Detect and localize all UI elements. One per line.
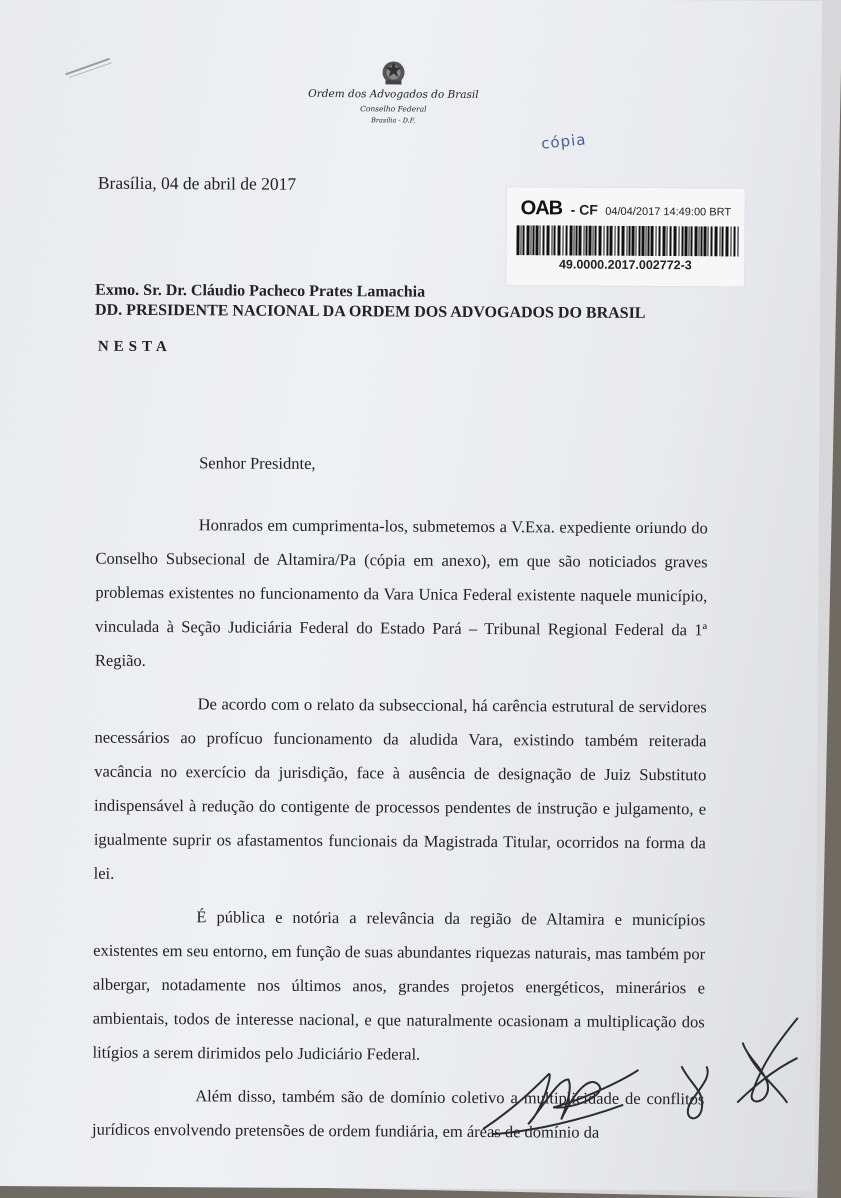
- staple-mark: [63, 54, 113, 78]
- paragraph: Além disso, também são de domínio coletivo a multiplicidade de conflitos jurídicos envolvendo pretensões de ordem fundiária, em áreas de domínio da: [92, 1086, 705, 1142]
- handwritten-copy-note: cópia: [540, 130, 588, 153]
- stamp-code: - CF: [570, 201, 598, 218]
- initials: [671, 1056, 721, 1126]
- signature: [473, 1049, 654, 1140]
- addressee-title: DD. PRESIDENTE NACIONAL DA ORDEM DOS ADVOGADOS DO BRASIL: [95, 301, 646, 322]
- salutation: Senhor Presidnte,: [199, 453, 316, 473]
- paragraph: De acordo com o relato da subseccional, há carência estrutural de servidores necessários ao profícuo funcionamento da aludida Vara, existindo também reiterada vacância no exercício da jurisdição, face à ausência de designação de Juiz Substituto indispensável à redução do contigente de processos pendentes de instrução e julgamento, e igualmente suprir os afastamentos funcionais da Magistrada Titular, ocorridos na forma da lei.: [93, 694, 707, 883]
- letterhead-city: Brasília - D.F.: [371, 116, 416, 125]
- org-name: Ordem dos Advogados do Brasil: [308, 87, 479, 101]
- letterhead: [293, 58, 493, 125]
- addressee-block: [95, 281, 646, 324]
- protocol-number: 49.0000.2017.002772-3: [558, 257, 692, 273]
- addressee-name: Exmo. Sr. Dr. Cláudio Pacheco Prates Lamachia: [95, 281, 426, 301]
- addressee-location: NESTA: [97, 338, 172, 356]
- barcode: [516, 225, 738, 256]
- council-name: Conselho Federal: [360, 104, 427, 114]
- rubric: [727, 1013, 808, 1113]
- protocol-stamp: [506, 187, 745, 286]
- coat-of-arms-icon: [379, 58, 407, 86]
- stamp-logo: OAB: [520, 197, 563, 220]
- paragraph: Honrados em cumprimenta-los, submetemos a V.Exa. expediente oriundo do Conselho Subsecional de Altamira/Pa (cópia em anexo), em que são noticiados graves problemas existentes no funcionamento da Vara Unica Federal existente naquele município, vinculada à Seção Judiciária Federal do Estado Pará – Tribunal Regional Federal da 1ª Região.: [94, 515, 708, 670]
- paragraph: É pública e notória a relevância da região de Altamira e municípios existentes em seu entorno, em função de suas abundantes riquezas naturais, mas também por albergar, notadamente nos últimos anos, grandes projetos energéticos, minerários e ambientais, todos de interesse nacional, e que naturalmente ocasionam a multiplicação dos litígios a serem dirimidos pelo Judiciário Federal.: [92, 907, 706, 1064]
- date-line: Brasília, 04 de abril de 2017: [97, 172, 297, 194]
- stamp-timestamp: 04/04/2017 14:49:00 BRT: [605, 205, 732, 219]
